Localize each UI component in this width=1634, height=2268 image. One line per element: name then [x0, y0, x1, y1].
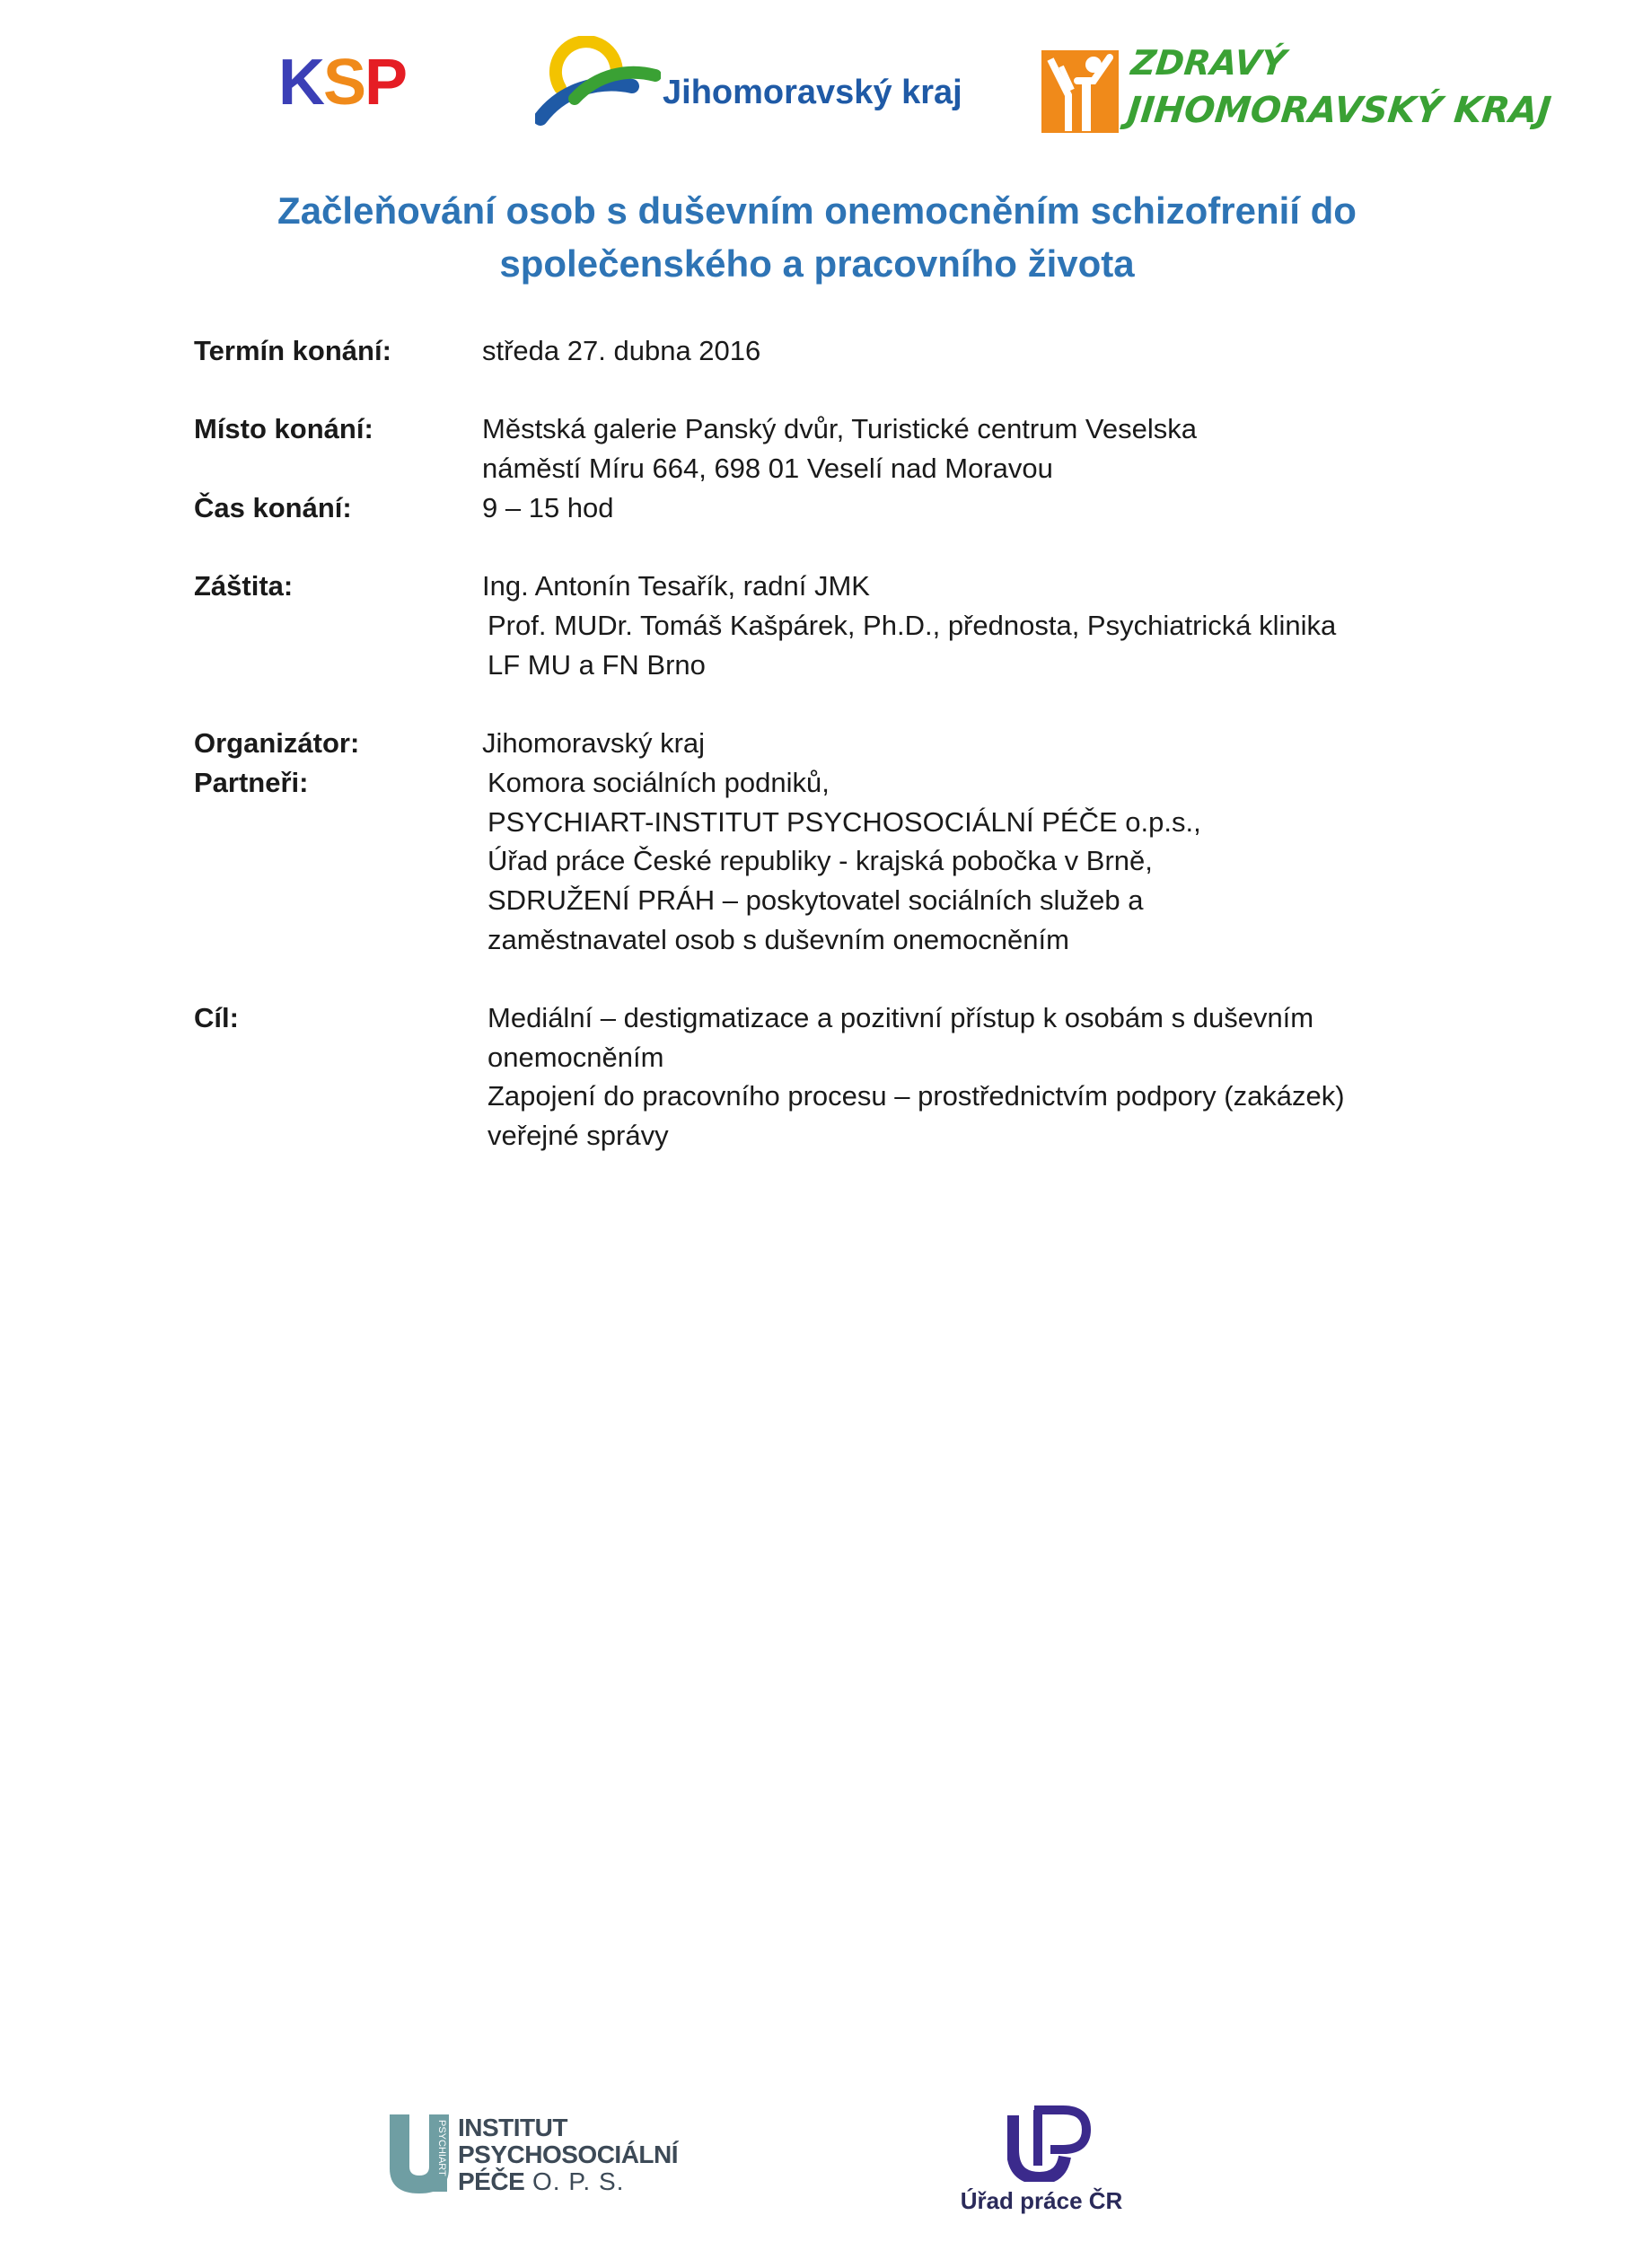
raised-arms-figure-icon [1041, 50, 1119, 133]
cil-label: Cíl: [194, 1002, 239, 1033]
page-title [180, 184, 1454, 290]
zdravy-jihomoravsky-kraj-logo [1041, 43, 1553, 138]
ksp-logo-k: K [278, 47, 323, 119]
zastita-label: Záštita: [194, 570, 294, 602]
cas-label: Čas konání: [194, 492, 352, 523]
ipp-line-2: PSYCHOSOCIÁLNÍ [458, 2141, 679, 2168]
partner-line: SDRUŽENÍ PRÁH – poskytovatel sociálních služeb a [488, 884, 1144, 917]
termin-value: středa 27. dubna 2016 [482, 335, 761, 366]
termin-label: Termín konání: [194, 335, 391, 366]
cil-line: veřejné správy [488, 1120, 669, 1152]
ipp-line-3 [458, 2168, 624, 2195]
ksp-logo [278, 47, 407, 119]
title-line-2: společenského a pracovního života [499, 242, 1135, 285]
title-line-1: Začleňování osob s duševním onemocněním schizofrenií do [277, 189, 1357, 232]
zastita-value-3: LF MU a FN Brno [488, 649, 706, 681]
partner-line: Úřad práce České republiky - krajská pobočka v Brně, [488, 845, 1153, 877]
institut-psychosocialni-pece-logo [386, 2113, 679, 2202]
misto-label: Místo konání: [194, 413, 373, 444]
jmk-logo-text: Jihomoravský kraj [663, 74, 962, 111]
cil-line: Mediální – destigmatizace a pozitivní přístup k osobám s duševním [488, 1002, 1314, 1033]
urad-prace-cr-logo [952, 2103, 1131, 2220]
zdravy-figure-box [1041, 50, 1119, 133]
misto-value-2: náměstí Míru 664, 698 01 Veselí nad Moravou [482, 453, 1053, 484]
ipp-line-1: INSTITUT [458, 2114, 567, 2141]
partneri-list [488, 763, 1201, 960]
psychiart-u-mark-icon [388, 2113, 451, 2195]
partner-line: zaměstnavatel osob s duševním onemocněním [488, 923, 1069, 955]
ipp-line-3-pece: PÉČE [458, 2167, 525, 2195]
jihomoravsky-kraj-logo [535, 36, 966, 126]
ksp-logo-p: P [365, 47, 407, 119]
partner-line: PSYCHIART-INSTITUT PSYCHOSOCIÁLNÍ PÉČE o.p.s., [488, 805, 1201, 838]
organizator-label: Organizátor: [194, 727, 360, 759]
zdravy-logo-line1: ZDRAVÝ [1129, 43, 1288, 83]
ipp-line-3-ops: O. P. S. [524, 2167, 625, 2195]
ksp-logo-s: S [323, 47, 365, 119]
zastita-value-2: Prof. MUDr. Tomáš Kašpárek, Ph.D., přednosta, Psychiatrická klinika [488, 610, 1337, 641]
psychiart-side-text: PSYCHIART [436, 2120, 447, 2176]
misto-value-1: Městská galerie Panský dvůr, Turistické centrum Veselska [482, 413, 1197, 444]
partner-line: Komora sociálních podniků, [488, 767, 830, 798]
cil-line: Zapojení do pracovního procesu – prostřednictvím podpory (zakázek) [488, 1080, 1345, 1112]
urad-prace-text: Úřad práce ČR [960, 2187, 1123, 2214]
organizator-value: Jihomoravský kraj [482, 727, 706, 759]
zastita-value-1: Ing. Antonín Tesařík, radní JMK [482, 570, 870, 602]
urad-prace-emblem-icon [1007, 2103, 1094, 2182]
cil-list [488, 998, 1345, 1156]
zdravy-logo-line2: JIHOMORAVSKÝ KRAJ [1125, 90, 1553, 131]
jmk-emblem-icon [535, 36, 661, 126]
cil-line: onemocněním [488, 1041, 664, 1073]
cas-value: 9 – 15 hod [482, 492, 614, 523]
partneri-label: Partneři: [194, 767, 309, 798]
